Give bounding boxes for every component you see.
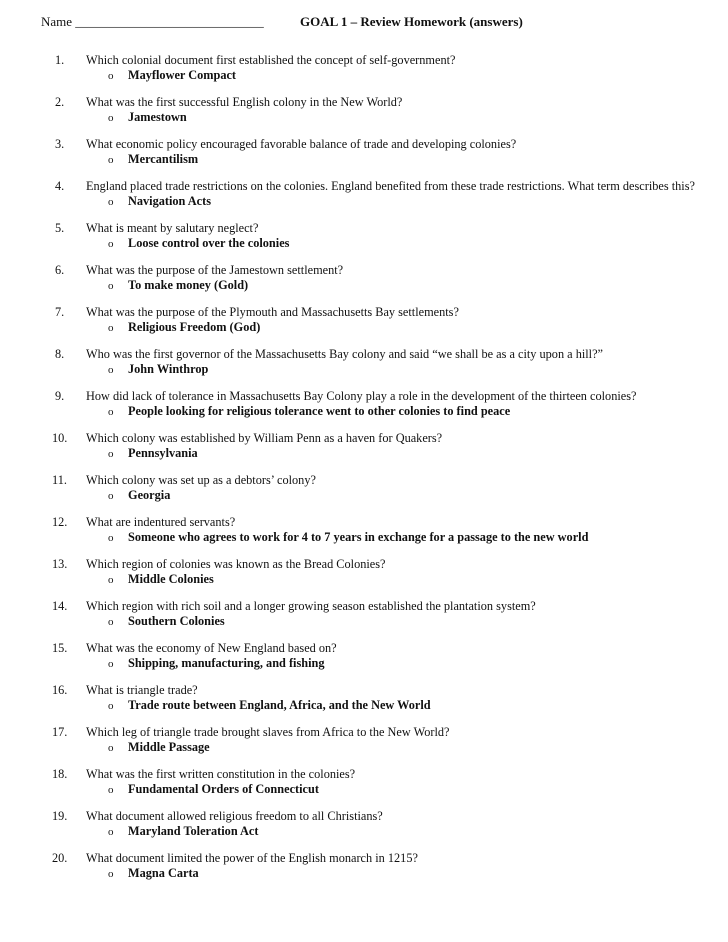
question-text: What document limited the power of the English monarch in 1215? bbox=[86, 851, 418, 865]
answer-text: Southern Colonies bbox=[128, 613, 225, 628]
question-text: How did lack of tolerance in Massachusetts Bay Colony play a role in the development of the thirteen colonies? bbox=[86, 389, 637, 403]
question-number: 11. bbox=[52, 473, 67, 487]
question-text: Which leg of triangle trade brought slaves from Africa to the New World? bbox=[86, 725, 450, 739]
question-number: 12. bbox=[52, 515, 68, 529]
question-text: What is triangle trade? bbox=[86, 683, 198, 697]
answer-line bbox=[108, 698, 728, 714]
answer-line bbox=[108, 656, 728, 672]
answer-line bbox=[108, 530, 728, 546]
hollow-bullet-icon: o bbox=[108, 867, 114, 880]
worksheet-header bbox=[41, 14, 523, 30]
question-item bbox=[0, 53, 728, 83]
question-number: 8. bbox=[55, 347, 65, 361]
worksheet-title: GOAL 1 – Review Homework (answers) bbox=[300, 14, 523, 29]
question-text: Which colonial document first established the concept of self-government? bbox=[86, 53, 456, 67]
question-number: 19. bbox=[52, 809, 68, 823]
answer-line bbox=[108, 320, 728, 336]
question-item bbox=[0, 557, 728, 587]
answer-text: John Winthrop bbox=[128, 361, 209, 376]
answer-text: Jamestown bbox=[128, 109, 187, 124]
answer-text: Mayflower Compact bbox=[128, 67, 237, 82]
question-item bbox=[0, 179, 728, 209]
question-item bbox=[0, 473, 728, 503]
answer-line bbox=[108, 866, 728, 882]
question-number: 2. bbox=[55, 95, 65, 109]
answer-text: Shipping, manufacturing, and fishing bbox=[128, 655, 325, 670]
question-text: What was the purpose of the Plymouth and Massachusetts Bay settlements? bbox=[86, 305, 459, 319]
question-number: 1. bbox=[55, 53, 65, 67]
question-text: What is meant by salutary neglect? bbox=[86, 221, 259, 235]
answer-text: To make money (Gold) bbox=[128, 277, 249, 292]
hollow-bullet-icon: o bbox=[108, 615, 114, 628]
hollow-bullet-icon: o bbox=[108, 447, 114, 460]
answer-line bbox=[108, 614, 728, 630]
question-item bbox=[0, 347, 728, 377]
hollow-bullet-icon: o bbox=[108, 489, 114, 502]
question-item bbox=[0, 263, 728, 293]
answer-line bbox=[108, 488, 728, 504]
hollow-bullet-icon: o bbox=[108, 405, 114, 418]
answer-text: Maryland Toleration Act bbox=[128, 823, 259, 838]
hollow-bullet-icon: o bbox=[108, 573, 114, 586]
answer-line bbox=[108, 68, 728, 84]
question-text: What was the purpose of the Jamestown settlement? bbox=[86, 263, 344, 277]
hollow-bullet-icon: o bbox=[108, 321, 114, 334]
question-text: Who was the first governor of the Massachusetts Bay colony and said “we shall be as a city upon a hill?” bbox=[86, 347, 604, 361]
answer-text: Fundamental Orders of Connecticut bbox=[128, 781, 319, 796]
question-item bbox=[0, 809, 728, 839]
question-item bbox=[0, 389, 728, 419]
answer-line bbox=[108, 278, 728, 294]
answer-text: People looking for religious tolerance went to other colonies to find peace bbox=[128, 403, 511, 418]
answer-text: Middle Passage bbox=[128, 739, 210, 754]
hollow-bullet-icon: o bbox=[108, 153, 114, 166]
answer-line bbox=[108, 446, 728, 462]
answer-line bbox=[108, 782, 728, 798]
question-number: 13. bbox=[52, 557, 68, 571]
question-number: 9. bbox=[55, 389, 65, 403]
answer-line bbox=[108, 572, 728, 588]
question-number: 7. bbox=[55, 305, 65, 319]
answer-line bbox=[108, 152, 728, 168]
name-blank-line: _____________________________ bbox=[75, 14, 264, 29]
question-text: What are indentured servants? bbox=[86, 515, 236, 529]
question-number: 15. bbox=[52, 641, 68, 655]
question-item bbox=[0, 431, 728, 461]
answer-text: Someone who agrees to work for 4 to 7 years in exchange for a passage to the new world bbox=[128, 529, 589, 544]
name-label: Name bbox=[41, 14, 73, 29]
answer-text: Georgia bbox=[128, 487, 171, 502]
question-text: Which colony was set up as a debtors’ colony? bbox=[86, 473, 316, 487]
question-text: What was the first written constitution in the colonies? bbox=[86, 767, 356, 781]
question-text: What document allowed religious freedom to all Christians? bbox=[86, 809, 383, 823]
hollow-bullet-icon: o bbox=[108, 825, 114, 838]
hollow-bullet-icon: o bbox=[108, 741, 114, 754]
question-list bbox=[0, 53, 728, 893]
question-number: 3. bbox=[55, 137, 65, 151]
question-number: 6. bbox=[55, 263, 65, 277]
hollow-bullet-icon: o bbox=[108, 111, 114, 124]
hollow-bullet-icon: o bbox=[108, 279, 114, 292]
question-item bbox=[0, 641, 728, 671]
question-text: What was the first successful English colony in the New World? bbox=[86, 95, 403, 109]
hollow-bullet-icon: o bbox=[108, 531, 114, 544]
question-number: 20. bbox=[52, 851, 68, 865]
answer-text: Pennsylvania bbox=[128, 445, 198, 460]
question-item bbox=[0, 515, 728, 545]
answer-text: Magna Carta bbox=[128, 865, 199, 880]
question-item bbox=[0, 599, 728, 629]
hollow-bullet-icon: o bbox=[108, 237, 114, 250]
question-number: 5. bbox=[55, 221, 65, 235]
question-text: Which region of colonies was known as the Bread Colonies? bbox=[86, 557, 386, 571]
answer-line bbox=[108, 824, 728, 840]
hollow-bullet-icon: o bbox=[108, 195, 114, 208]
question-text: England placed trade restrictions on the colonies. England benefited from these trade restrictions. What term describes this? bbox=[86, 179, 695, 193]
answer-text: Middle Colonies bbox=[128, 571, 214, 586]
answer-text: Religious Freedom (God) bbox=[128, 319, 261, 334]
question-item bbox=[0, 725, 728, 755]
hollow-bullet-icon: o bbox=[108, 783, 114, 796]
question-item bbox=[0, 305, 728, 335]
question-item bbox=[0, 767, 728, 797]
answer-line bbox=[108, 362, 728, 378]
answer-text: Trade route between England, Africa, and the New World bbox=[128, 697, 431, 712]
question-number: 18. bbox=[52, 767, 68, 781]
hollow-bullet-icon: o bbox=[108, 363, 114, 376]
answer-line bbox=[108, 404, 728, 420]
answer-text: Loose control over the colonies bbox=[128, 235, 290, 250]
question-item bbox=[0, 137, 728, 167]
question-number: 17. bbox=[52, 725, 68, 739]
question-number: 10. bbox=[52, 431, 68, 445]
hollow-bullet-icon: o bbox=[108, 657, 114, 670]
answer-line bbox=[108, 194, 728, 210]
answer-text: Navigation Acts bbox=[128, 193, 212, 208]
question-number: 14. bbox=[52, 599, 68, 613]
question-text: What economic policy encouraged favorable balance of trade and developing colonies? bbox=[86, 137, 517, 151]
question-item bbox=[0, 95, 728, 125]
answer-line bbox=[108, 236, 728, 252]
question-number: 16. bbox=[52, 683, 68, 697]
question-text: Which region with rich soil and a longer growing season established the plantation system? bbox=[86, 599, 536, 613]
question-text: Which colony was established by William Penn as a haven for Quakers? bbox=[86, 431, 443, 445]
question-item bbox=[0, 221, 728, 251]
answer-line bbox=[108, 740, 728, 756]
answer-text: Mercantilism bbox=[128, 151, 199, 166]
hollow-bullet-icon: o bbox=[108, 699, 114, 712]
question-text: What was the economy of New England based on? bbox=[86, 641, 337, 655]
question-item bbox=[0, 683, 728, 713]
question-number: 4. bbox=[55, 179, 65, 193]
question-item bbox=[0, 851, 728, 881]
hollow-bullet-icon: o bbox=[108, 69, 114, 82]
answer-line bbox=[108, 110, 728, 126]
